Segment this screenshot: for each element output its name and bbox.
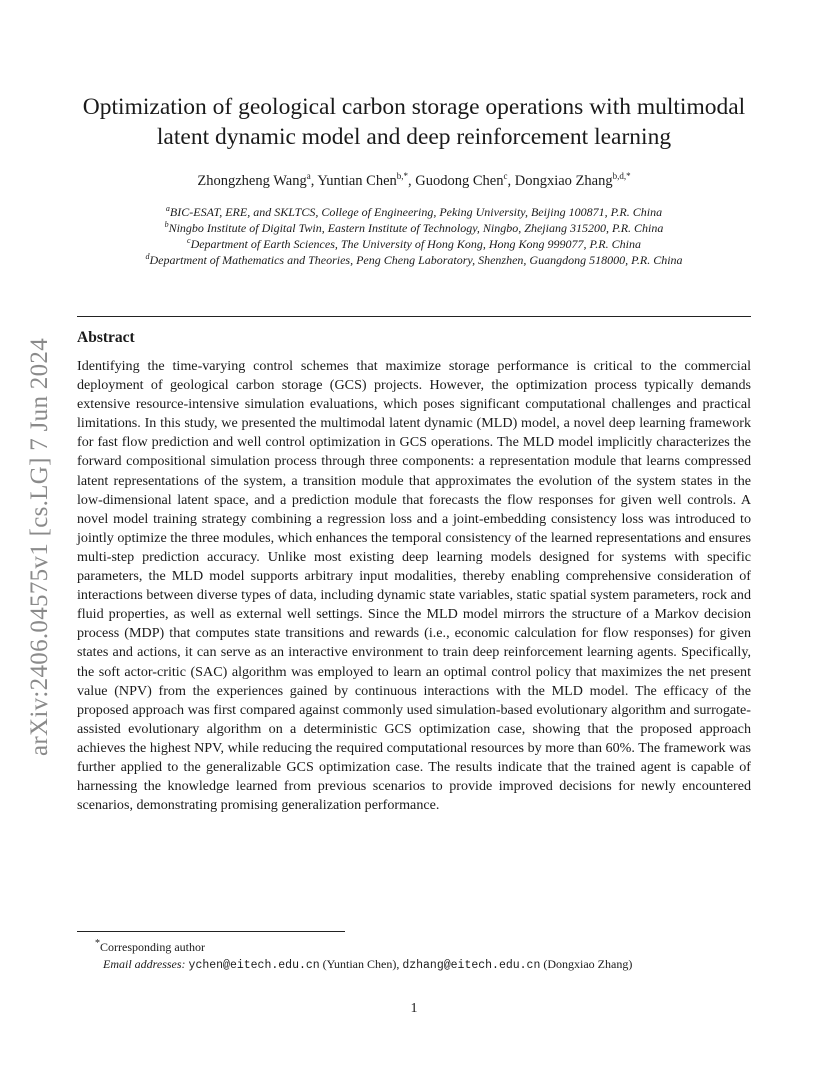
author-list: Zhongzheng Wang$^a$, Yuntian Chen$^{b,*}$, Guodong Chen$^c$, Dongxiao Zhang$^{b,d,*}$: [197, 171, 631, 189]
paper-title: [76, 92, 752, 152]
affiliation-item: [76, 252, 752, 268]
author-name: Guodong Chen: [415, 173, 504, 189]
author-affil-mark: c: [503, 171, 508, 182]
affiliation-list: [76, 204, 752, 268]
affiliation-mark: b: [164, 220, 169, 229]
author-name: Dongxiao Zhang: [514, 173, 613, 189]
affiliation-text: Ningbo Institute of Digital Twin, Eastern Institute of Technology, Ningbo, Zhejiang 315200, P.R. China: [168, 221, 664, 235]
author-name: Zhongzheng Wang: [197, 173, 307, 189]
page-number: 1: [410, 1001, 418, 1016]
affiliation-text: Department of Earth Sciences, The University of Hong Kong, Hong Kong 999077, P.R. China: [190, 237, 641, 251]
affiliation-text: BIC-ESAT, ERE, and SKLTCS, College of Engineering, Peking University, Beijing 100871, P.R. China: [169, 205, 663, 219]
title-line-2: latent dynamic model and deep reinforcement learning: [156, 124, 672, 150]
author-affil-mark: a: [306, 171, 311, 182]
title-line-1: Optimization of geological carbon storage operations with multimodal: [82, 94, 746, 120]
affiliation-text: Department of Mathematics and Theories, Peng Cheng Laboratory, Shenzhen, Guangdong 518000, P.R. China: [149, 253, 683, 267]
affiliation-mark: a: [165, 204, 170, 213]
abstract-top-rule: [77, 316, 751, 317]
affiliation-item: [76, 236, 752, 252]
footnote-corresponding-text: Corresponding author: [100, 940, 205, 954]
email-label: Email addresses:: [103, 957, 186, 971]
email-owner: (Dongxiao Zhang): [543, 957, 633, 971]
affiliation-mark: d: [145, 252, 150, 261]
footnote-emails: [77, 956, 751, 974]
email-owner: (Yuntian Chen),: [322, 957, 400, 971]
affiliation-item: [76, 204, 752, 220]
arxiv-identifier-stamp: arXiv:2406.04575v1 [cs.LG] 7 Jun 2024: [26, 338, 53, 756]
footnote-mark: *: [95, 938, 100, 949]
footnotes: [77, 935, 751, 974]
email-link-ychen[interactable]: ychen@eitech.edu.cn: [188, 959, 320, 972]
abstract-body: Identifying the time-varying control schemes that maximize storage performance is critical to the commercial deployment of geological carbon storage (GCS) projects. However, the optimization process typically demands extensive resource-intensive simulation evaluations, which poses significant computational challenges and practical limitations. In this study, we presented the multimodal latent dynamic (MLD) model, a novel deep learning framework for fast flow prediction and well control optimization in GCS operations. The MLD model implicitly characterizes the forward compositional simulation process through three components: a representation module that learns compressed latent representations of the system, a transition module that approximates the evolution of the system states in the low-dimensional latent space, and a prediction module that forecasts the flow responses for given well controls. A novel model training strategy combining a regression loss and a joint-embedding consistency loss was introduced to jointly optimize the three modules, which enhances the temporal consistency of the learned representations and ensures multi-step prediction accuracy. Unlike most existing deep learning models designed for systems with specific parameters, the MLD model supports arbitrary input modalities, thereby enabling comprehensive consideration of interactions between diverse types of data, including dynamic state variables, static spatial system parameters, rock and fluid properties, as well as external well settings. Since the MLD model mirrors the structure of a Markov decision process (MDP) that computes state transitions and rewards (i.e., economic calculation for flow responses) for given states and actions, it can serve as an interactive environment to train deep reinforcement learning agents. Specifically, the soft actor-critic (SAC) algorithm was employed to learn an optimal control policy that maximizes the net present value (NPV) from the experiences gained by continuous interactions with the MLD model. The efficacy of the proposed approach was first compared against commonly used simulation-based evolutionary algorithm and surrogate-assisted evolutionary algorithm on a deterministic GCS optimization case, showing that the proposed approach achieves the highest NPV, while reducing the required computational resources by more than 60%. The framework was further applied to the generalizable GCS optimization case. The results indicate that the trained agent is capable of harnessing the knowledge learned from previous scenarios to provide improved decisions for newly encountered scenarios, demonstrating promising generalization performance.: [77, 358, 751, 814]
footnote-corresponding: [77, 935, 751, 956]
author-affil-mark: b,d,*: [612, 171, 631, 182]
author-name: Yuntian Chen: [317, 173, 397, 189]
affiliation-item: [76, 220, 752, 236]
affiliation-mark: c: [187, 236, 191, 245]
abstract-heading: Abstract: [77, 329, 135, 346]
author-affil-mark: b,*: [396, 171, 409, 182]
footnote-rule: [77, 931, 345, 932]
email-link-dzhang[interactable]: dzhang@eitech.edu.cn: [402, 959, 541, 972]
